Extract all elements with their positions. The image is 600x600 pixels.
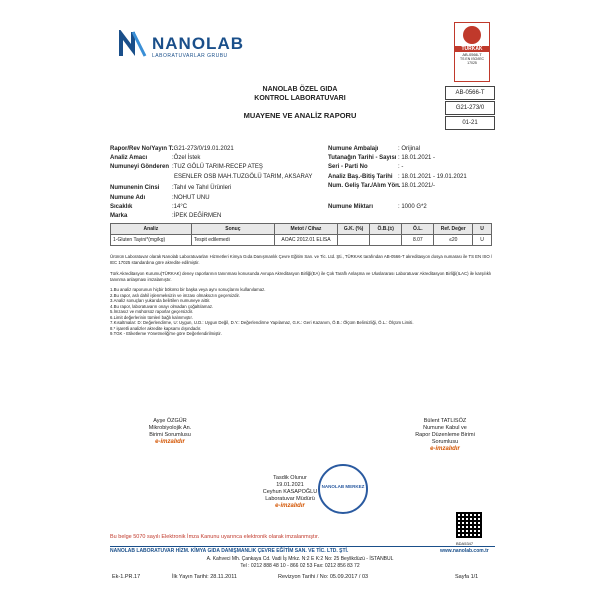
- signer-title: Mikrobiyolojik An.: [148, 425, 192, 431]
- note-item: 4.Bu rapor, laboratuvarın onayı olmadan çoğaltılamaz.: [110, 303, 214, 309]
- info-label: Numune Miktarı: [328, 204, 374, 210]
- footer-company: NANOLAB LABORATUVAR HİZM. KİMYA GIDA DANIŞMANLIK ÇEVRE EĞİTİM SAN. VE TİC. LTD. ŞTİ.: [110, 548, 349, 554]
- signer-name: Ayşe ÖZGÜR: [153, 418, 187, 424]
- col-header: Analiz: [111, 224, 192, 235]
- signer-title: Sorumlusu: [431, 439, 459, 445]
- info-value: : 18.01.2021 - 19.01.2021: [398, 174, 467, 180]
- footer-phone: Tel : 0212 888 48 10 - 866 02 53 Fax: 0212 856 83 72: [240, 563, 360, 569]
- qr-code-id: BDA5347: [456, 541, 474, 546]
- note-item: 5.İmzasız ve mühürsüz raporlar geçersizdir.: [110, 309, 194, 314]
- footer-address: A. Kahveci Mh. Çankaya Cd. Vadi İş Mrkz. N:2 E K:2 No: 25 Beylikdüzü - İSTANBUL: [206, 556, 394, 562]
- code-accreditation: AB-0566-T: [445, 86, 495, 100]
- lab-name-line1: NANOLAB ÖZEL GIDA: [262, 86, 338, 93]
- qr-code-icon: [456, 512, 482, 538]
- table-cell: 8.07: [402, 235, 434, 246]
- revision-info: Revizyon Tarihi / No: 05.09.2017 / 03: [278, 574, 369, 580]
- signer-title: Rapor Düzenleme Birimi: [415, 432, 475, 438]
- footer-website[interactable]: www.nanolab.com.tr: [440, 548, 489, 554]
- footer-divider: [110, 546, 495, 547]
- info-label: Analiz Amacı: [110, 155, 148, 161]
- notes-block: [110, 254, 495, 337]
- note-item: 6.Limit değerlerinin tümleri bağlı kalınmıştır.: [110, 314, 193, 320]
- table-header-row: [111, 224, 492, 235]
- e-signature-label: e-imzalıdır: [155, 439, 185, 445]
- info-value: :14°C: [172, 204, 188, 210]
- info-value: :Tahıl ve Tahıl Ürünleri: [172, 185, 232, 191]
- signature-right: [400, 418, 490, 453]
- info-label: Marka: [110, 213, 128, 219]
- logo-subtitle: LABORATUVARLAR GRUBU: [152, 53, 228, 59]
- page-number: Sayfa 1/1: [455, 574, 479, 580]
- signer-title: Laboratuvar Müdürü: [265, 496, 315, 502]
- info-label: Numune Ambalajı: [328, 146, 379, 152]
- turkak-number: AB-0566-T: [462, 52, 482, 57]
- signature-left: [130, 418, 210, 446]
- col-header: U: [473, 224, 492, 235]
- info-label: Numuneyi Gönderen: [110, 164, 170, 170]
- code-report: G21-273/0: [445, 101, 495, 115]
- note-item: 2.Bu rapor, aslı dahil işlenmeksizin ve imzası olmaksızın geçersizdir.: [110, 292, 240, 298]
- turkak-emblem-icon: [463, 26, 481, 44]
- col-header: Sonuç: [191, 224, 274, 235]
- mutual-recognition-note: Türk Akreditasyon Kurumu(TÜRKAK) deney raporlarının tanınması konusunda Avrupa Akreditasyon Birliği(EA) ile Çok Taraflı Anlaşma ve Uluslararası Laboratuvar Akreditasyon Birliği(ILAC) ile karşılıklı tanınma anlaşması imzalamıştır.: [110, 271, 491, 282]
- results-table: [110, 223, 492, 246]
- first-issue-date: İlk Yayın Tarihi: 28.11.2011: [172, 574, 237, 580]
- info-value: :Özel İstek: [172, 155, 201, 161]
- info-label: Num. Geliş Tar./Alım Yön.: [328, 183, 401, 189]
- notes-list: [110, 287, 495, 337]
- info-value: : Orijinal: [398, 146, 421, 152]
- info-label: Tutanağın Tarihi - Sayısı: [328, 155, 397, 161]
- approval-label: Tasdik Olunur: [273, 475, 307, 481]
- col-header: G.K. (%): [338, 224, 370, 235]
- info-value: ESENLER OSB MAH.TUZGÖLÜ TARIM, AKSARAY: [174, 174, 313, 180]
- info-value: :TUZ GÖLÜ TARIM-RECEP ATEŞ: [172, 164, 263, 170]
- info-value: : 18.01.2021 -: [398, 155, 436, 161]
- note-item: 8.* işaretli analizler akredite kapsamı dışındadır.: [110, 325, 202, 331]
- table-cell: U: [473, 235, 492, 246]
- code-series: 01-21: [445, 116, 495, 130]
- col-header: Metot / Cihaz: [274, 224, 337, 235]
- signer-title: Numune Kabul ve: [423, 425, 467, 431]
- logo-name: NANOLAB: [152, 34, 244, 53]
- info-value: : 18.01.2021/-: [398, 183, 436, 189]
- col-header: Ö.L.: [402, 224, 434, 235]
- info-value: :NOHUT UNU: [172, 195, 210, 201]
- note-item: 1.Bu analiz raporunun hiçbir bölümü bir başka veya aynı sonuçlarını kullanılamaz.: [110, 287, 266, 292]
- table-cell: ≤20: [434, 235, 473, 246]
- info-value: : 1000 G*2: [398, 204, 427, 210]
- report-title: MUAYENE VE ANALİZ RAPORU: [243, 111, 357, 120]
- e-signature-label: e-imzalıdır: [430, 446, 460, 452]
- table-cell: 1-Gluten Tayini*(mg/kg): [111, 235, 192, 246]
- accreditation-note: Ürünün Laboratuvar olarak Nanolab Laboratuvarları Hizmetleri Kimya Gıda Danışmanlık Çevre Eğitim San. ve Tic. Ltd. Şti., TÜRKAK tarafından AB-0566-T akreditasyon dosya numarası ile TS EN ISO / IEC 17025 standardına göre akredite edilmiştir.: [110, 254, 493, 265]
- stamp-text: NANOLAB MERKEZ: [321, 484, 365, 489]
- e-signature-label: e-imzalıdır: [275, 503, 305, 509]
- turkak-badge: [454, 22, 490, 82]
- info-value: :İPEK DEĞİRMEN: [172, 213, 222, 219]
- nanolab-logo-icon: [118, 30, 148, 58]
- info-label: Analiz Baş.-Bitiş Tarihi: [328, 174, 393, 180]
- info-label: Numunenin Cinsi: [110, 185, 160, 191]
- signer-name: Bülent TATLISÖZ: [423, 418, 467, 424]
- turkak-label: TÜRKAK: [455, 46, 489, 52]
- table-cell: [370, 235, 402, 246]
- info-label: Seri - Parti No: [328, 164, 368, 170]
- table-cell: Tespit edilemedi: [191, 235, 274, 246]
- info-value: : -: [398, 164, 404, 170]
- info-label: Numune Adı: [110, 195, 146, 201]
- signer-title: Birimi Sorumlusu: [149, 432, 191, 438]
- note-item: 9.TGK - Etiketleme Yönetmeliği'ne göre Değerlendirilmiştir.: [110, 331, 222, 336]
- official-stamp: [318, 464, 368, 514]
- col-header: Ref. Değer: [434, 224, 473, 235]
- approval-date: 19.01.2021: [276, 482, 304, 488]
- info-value: :G21-273/0/19.01.2021: [172, 146, 234, 152]
- turkak-standard: TS EN ISO/IEC 17025: [459, 57, 485, 65]
- e-signature-law-note: Bu belge 5070 sayılı Elektronik İmza Kanunu uyarınca elektronik olarak imzalanmıştır.: [110, 534, 320, 540]
- col-header: Ö.B.(±): [370, 224, 402, 235]
- table-cell: AOAC 2012.01 ELISA: [274, 235, 337, 246]
- signer-name: Ceyhun KASAPOĞLU: [262, 489, 318, 495]
- lab-name-line2: KONTROL LABORATUVARI: [254, 95, 346, 102]
- note-item: 7.Kısaltmalar: D: Değerlendirme, U: Uygun, U.D.: Uygun Değil, D.Y.: Değerlendirme Yapılamaz, G.K.: Geri Kazanım, Ö.B.: Ölçüm Belirsizliği, Ö.L.: Ölçüm Limiti.: [110, 320, 414, 325]
- table-row: [111, 235, 492, 246]
- info-label: Sıcaklık: [110, 204, 133, 210]
- table-cell: [338, 235, 370, 246]
- form-number: Ek-1.PR.17: [112, 574, 141, 580]
- note-item: 3.Analiz sonuçları yukarıda belirtilen numuneye aittir.: [110, 298, 211, 303]
- info-label: Rapor/Rev No/Yayın T.: [110, 146, 174, 152]
